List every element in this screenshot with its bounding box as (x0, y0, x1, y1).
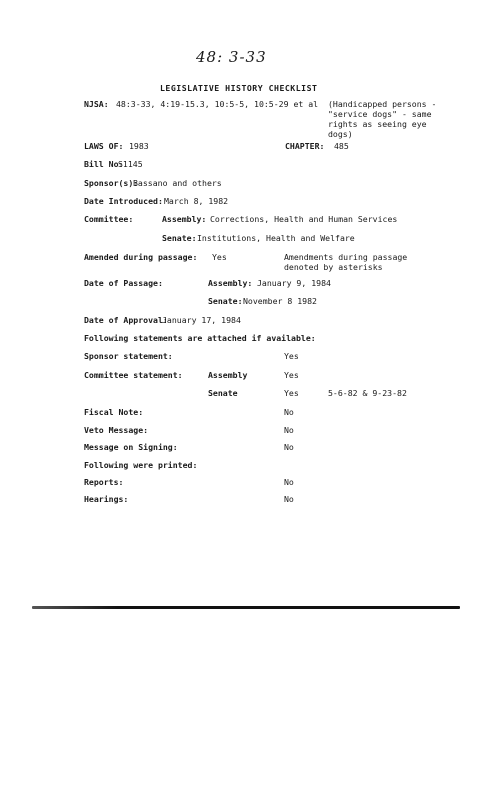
bottom-rule (32, 606, 460, 609)
committee-statement-senate-label: Senate (208, 388, 238, 398)
chapter-value: 485 (334, 141, 349, 151)
njsa-value: 48:3-33, 4:19-15.3, 10:5-5, 10:5-29 et al (116, 99, 319, 109)
amended-value: Yes (212, 252, 227, 262)
fiscal-note-value: No (284, 407, 294, 417)
sponsor-statement-label: Sponsor statement: (84, 351, 173, 361)
committee-assembly-value: Corrections, Health and Human Services (210, 214, 398, 224)
passage-label: Date of Passage: (84, 278, 163, 288)
handwritten-reference: 48: 3-33 (196, 48, 267, 66)
sponsors-label: Sponsor(s): (84, 178, 139, 188)
committee-statement-label: Committee statement: (84, 370, 183, 380)
printed-heading: Following were printed: (84, 460, 198, 470)
committee-assembly-label: Assembly: (162, 214, 207, 224)
committee-statement-assembly-label: Assembly (208, 370, 248, 380)
passage-assembly-value: January 9, 1984 (257, 278, 331, 288)
bill-no-value: S1145 (118, 159, 143, 169)
reports-value: No (284, 477, 294, 487)
passage-assembly-label: Assembly: (208, 278, 253, 288)
committee-senate-label: Senate: (162, 233, 197, 243)
laws-of-label: LAWS OF: (84, 141, 124, 151)
bill-no-label: Bill No: (84, 159, 124, 169)
hearings-label: Hearings: (84, 494, 129, 504)
subject-note: (Handicapped persons - "service dogs" - same rights as seeing eye dogs) (328, 99, 437, 139)
signing-message-value: No (284, 442, 294, 452)
passage-senate-label: Senate: (208, 296, 243, 306)
approval-label: Date of Approval: (84, 315, 168, 325)
date-introduced-value: March 8, 1982 (164, 196, 229, 206)
committee-label: Committee: (84, 214, 134, 224)
laws-of-value: 1983 (129, 141, 149, 151)
veto-message-value: No (284, 425, 294, 435)
document-title: LEGISLATIVE HISTORY CHECKLIST (160, 83, 318, 93)
sponsors-value: Bassano and others (133, 178, 222, 188)
chapter-label: CHAPTER: (285, 141, 325, 151)
date-introduced-label: Date Introduced: (84, 196, 163, 206)
attached-heading: Following statements are attached if available: (84, 333, 316, 343)
committee-statement-assembly-value: Yes (284, 370, 299, 380)
approval-value: January 17, 1984 (162, 315, 241, 325)
sponsor-statement-value: Yes (284, 351, 299, 361)
amended-note: Amendments during passage denoted by asterisks (284, 252, 408, 272)
veto-message-label: Veto Message: (84, 425, 149, 435)
hearings-value: No (284, 494, 294, 504)
committee-senate-value: Institutions, Health and Welfare (197, 233, 355, 243)
passage-senate-value: November 8 1982 (243, 296, 317, 306)
signing-message-label: Message on Signing: (84, 442, 178, 452)
njsa-label: NJSA: (84, 99, 109, 109)
amended-label: Amended during passage: (84, 252, 198, 262)
fiscal-note-label: Fiscal Note: (84, 407, 144, 417)
reports-label: Reports: (84, 477, 124, 487)
committee-statement-senate-dates: 5-6-82 & 9-23-82 (328, 388, 407, 398)
committee-statement-senate-value: Yes (284, 388, 299, 398)
